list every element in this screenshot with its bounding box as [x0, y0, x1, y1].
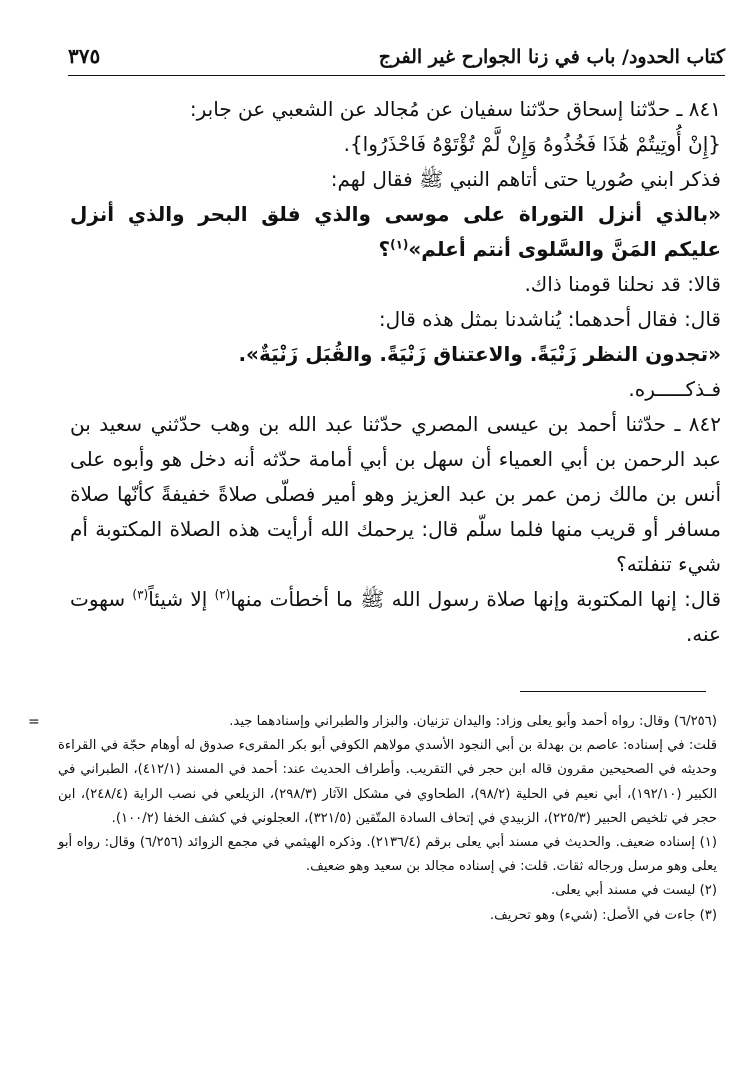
- hadith-842-body: ٨٤٢ ـ حدّثنا أحمد بن عيسى المصري حدّثنا عبد الله بن وهب حدّثني سعيد بن عبد الرحمن بن أبي العمياء أن سهل بن أبي أمامة حدّثه أنه دخل هو وأبوه على أنس بن مالك زمن عمر بن عبد العزيز وهو أمير فصلّى صلاةً خفيفةً كأنّها صلاة مسافر أو قريب منها فلما سلّم قال: يرحمك الله أرأيت هذه الصلاة المكتوبة أم شيء تنفلته؟: [70, 412, 721, 576]
- hadith-841-end: فـذكـــــره.: [628, 377, 721, 401]
- quote-text: «بالذي أنزل التوراة على موسى والذي فلق البحر والذي أنزل عليكم المَنَّ والسَّلوى أنتم أعلم»: [70, 202, 721, 261]
- quote-question-mark: ؟: [378, 237, 391, 261]
- footnote-3: (٣) جاءت في الأصل: (شيء) وهو تحريف.: [489, 907, 717, 923]
- footnote-ref-1: (١): [390, 237, 409, 252]
- footnote-divider: [520, 691, 706, 692]
- footnote-ref-2: (٢): [214, 587, 231, 602]
- hadith-841-narration: فذكر ابني صُوريا حتى أتاهم النبي ﷺ فقال لهم:: [330, 167, 721, 191]
- chapter-title: كتاب الحدود/ باب في زنا الجوارح غير الفرج: [378, 46, 725, 68]
- hadith-841-quote: [70, 197, 721, 267]
- header-divider: [68, 75, 725, 76]
- hadith-841-quote-2: «تجدون النظر زَنْيَةً. والاعتناق زَنْيَةً. والقُبَل زَنْيَةٌ».: [238, 342, 721, 366]
- footnote-continued-2: قلت: في إسناده: عاصم بن بهدلة بن أبي النجود الأسدي مولاهم الكوفي أبو بكر المقرىء صدوق له أوهام حجّة في القراءة وحديثه في الصحيحين مقرون قاله ابن حجر في التقريب. وأطراف الحديث عند: أحمد في المسند (٤١٢/١)، الطبراني في الكبير (١٩٢/١٠)، أبي نعيم في الحلية (٩٨/٢)، الطحاوي في مشكل الآثار (٢٩٨/٣)، الزيلعي في نصب الراية (٢٤٨/٤)، ابن حجر في تلخيص الحبير (٢٢٥/٣)، الزبيدي في إتحاف السادة المتّقين (٣٢١/٥)، العجلوني في كشف الخفا (١٠٠/٢).: [58, 738, 717, 826]
- hadith-841-answer-1: قالا: قد نحلنا قومنا ذاك.: [524, 272, 721, 296]
- continuation-marker: =: [28, 714, 40, 730]
- footnote-2: (٢) ليست في مسند أبي يعلى.: [551, 883, 717, 899]
- hadith-841-isnad: ٨٤١ ـ حدّثنا إسحاق حدّثنا سفيان عن مُجالد عن الشعبي عن جابر:: [189, 97, 721, 121]
- hadith-841-answer-2: قال: فقال أحدهما: يُناشدنا بمثل هذه قال:: [378, 307, 721, 331]
- running-header: [68, 38, 725, 68]
- footnote-continued-1: (٦/٢٥٦) وقال: رواه أحمد وأبو يعلى وزاد: واليدان تزنيان. والبزار والطبراني وإسنادهما جيد.: [229, 714, 717, 729]
- page-number: ٣٧٥: [68, 44, 101, 68]
- answer-text-c: سهوت عنه.: [70, 587, 721, 646]
- hadith-841-verse: {إِنْ أُوتِيتُمْ هَٰذَا فَخُذُوهُ وَإِنْ لَّمْ تُؤْتَوْهُ فَاحْذَرُوا}.: [343, 132, 721, 156]
- answer-text-b: إلا شيئاً: [148, 587, 208, 611]
- answer-text-a: قال: إنها المكتوبة وإنها صلاة رسول الله ﷺ ما أخطأت منها: [230, 587, 722, 611]
- footnote-1: (١) إسناده ضعيف. والحديث في مسند أبي يعلى برقم (٢١٣٦/٤). وذكره الهيثمي في مجمع الزوائد (٦/٢٥٦) وقال: رواه أبو يعلى وهو مرسل ورجاله ثقات. قلت: في إسناده مجالد بن سعيد وهو ضعيف.: [58, 835, 717, 875]
- footnotes: [28, 710, 717, 928]
- main-text: [70, 92, 721, 652]
- hadith-842-answer: [70, 582, 721, 652]
- footnote-ref-3: (٣): [132, 587, 149, 602]
